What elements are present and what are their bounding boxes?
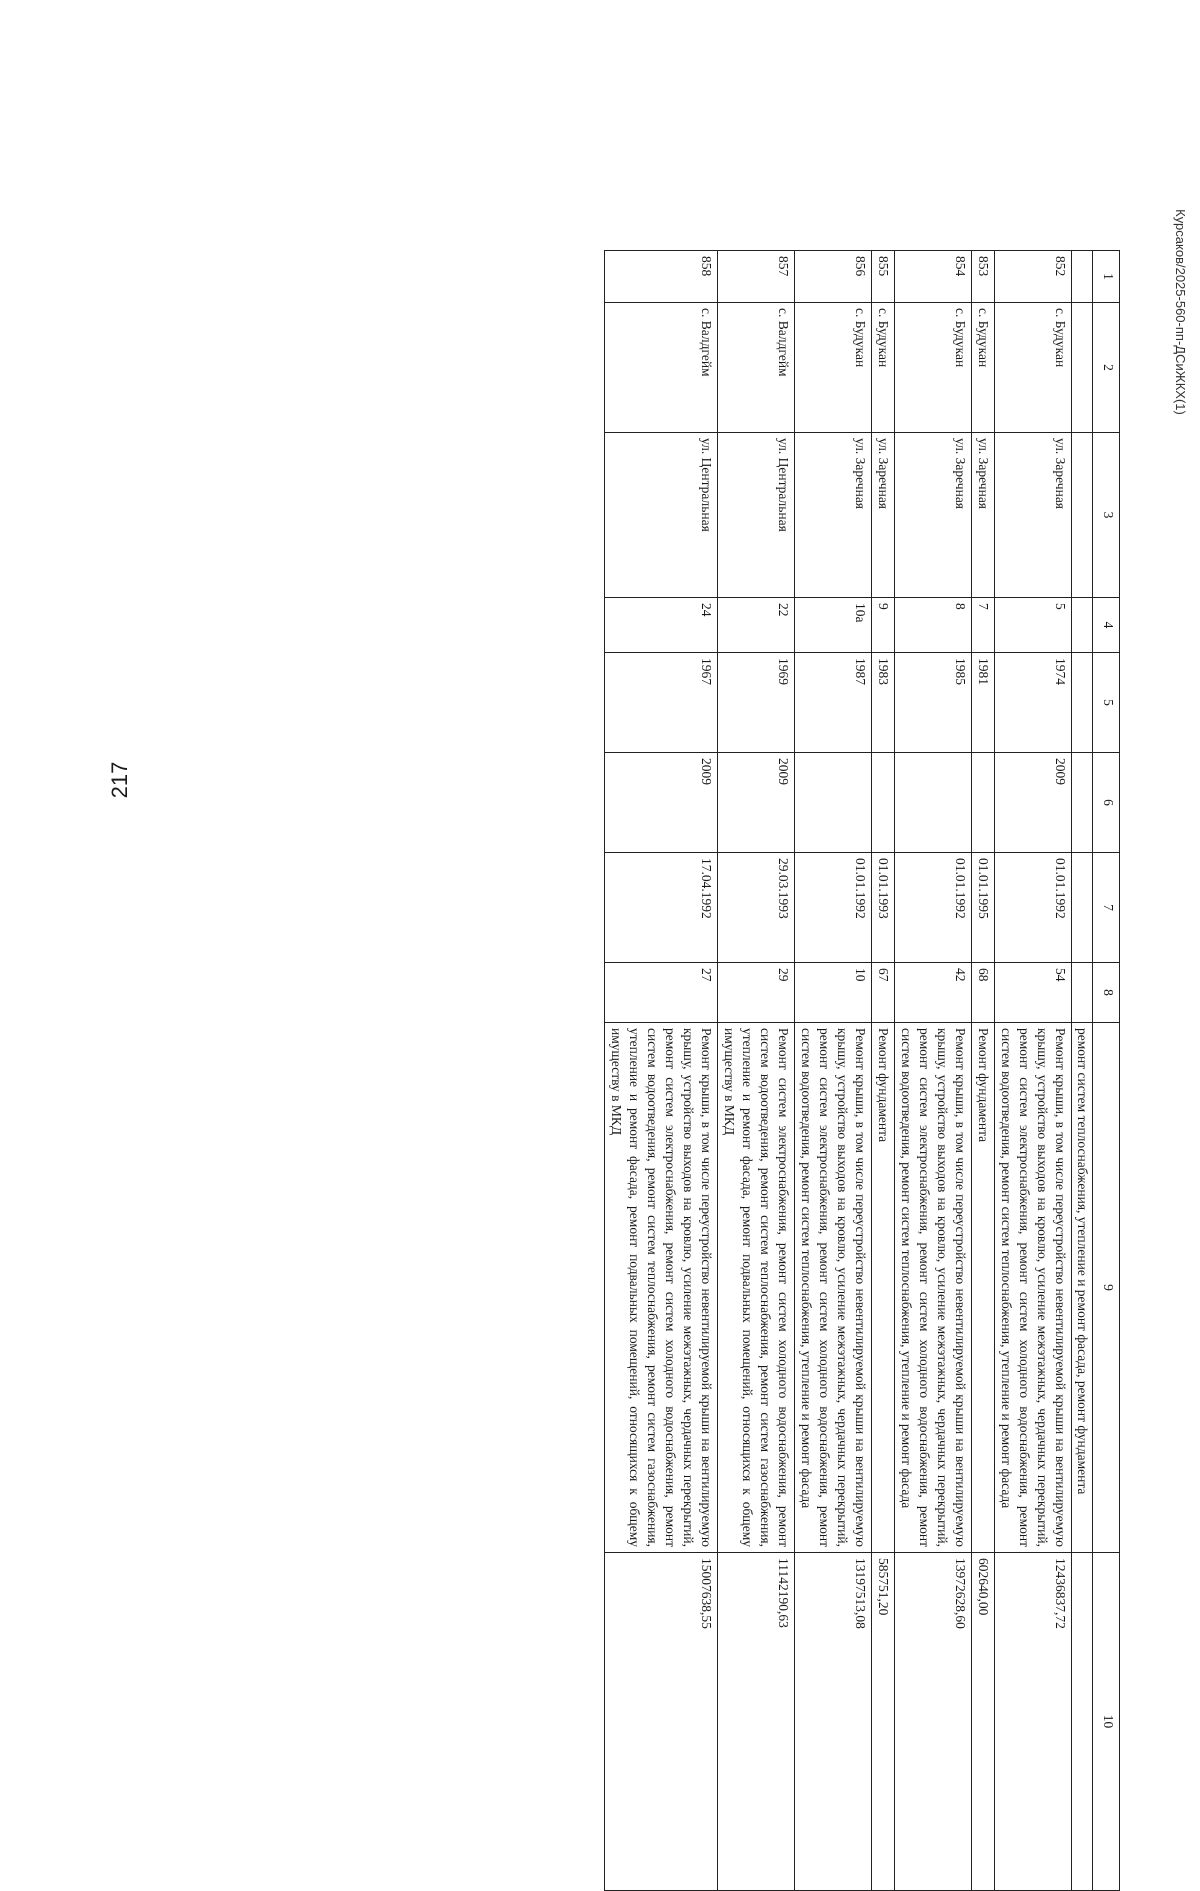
year-built: 1967 bbox=[605, 653, 718, 753]
house-number: 5 bbox=[995, 598, 1072, 653]
cost-value: 13972628,60 bbox=[895, 1553, 972, 1891]
date-value: 01.01.1992 bbox=[795, 853, 872, 963]
year-overhaul bbox=[895, 753, 972, 853]
empty-cell bbox=[1072, 251, 1093, 303]
house-number: 10а bbox=[795, 598, 872, 653]
cost-value: 15007638,55 bbox=[605, 1553, 718, 1891]
table-row bbox=[995, 251, 1072, 1891]
house-number: 9 bbox=[872, 598, 895, 653]
cost-value: 11142190,63 bbox=[718, 1553, 795, 1891]
house-number: 8 bbox=[895, 598, 972, 653]
cost-value: 13197513,08 bbox=[795, 1553, 872, 1891]
street-name: ул. Центральная bbox=[605, 433, 718, 598]
settlement-name: с. Валдгейм bbox=[718, 303, 795, 433]
quantity-value: 54 bbox=[995, 963, 1072, 1023]
street-name: ул. Заречная bbox=[972, 433, 995, 598]
work-description: Ремонт крыши, в том числе переустройство невентилируемой крыши на вентилируемую крышу, устройство выходов на кровлю, усиление межэтажных, чердачных перекрытий, ремонт систем электроснабжения, ремонт систем холодного водоснабжения, ремонт систем водоотведения, ремонт систем теплоснабжения, утепление и ремонт фасада bbox=[995, 1023, 1072, 1553]
empty-cell bbox=[1072, 598, 1093, 653]
repair-table bbox=[604, 250, 1120, 1891]
empty-cell bbox=[1072, 1553, 1093, 1891]
date-value: 29.03.1993 bbox=[718, 853, 795, 963]
cost-value: 602640,00 bbox=[972, 1553, 995, 1891]
table-row bbox=[895, 251, 972, 1891]
year-built: 1985 bbox=[895, 653, 972, 753]
year-overhaul bbox=[872, 753, 895, 853]
quantity-value: 67 bbox=[872, 963, 895, 1023]
house-number: 7 bbox=[972, 598, 995, 653]
row-number: 853 bbox=[972, 251, 995, 303]
header-cell: 3 bbox=[1093, 433, 1120, 598]
settlement-name: с. Будукан bbox=[795, 303, 872, 433]
year-overhaul: 2009 bbox=[605, 753, 718, 853]
empty-cell bbox=[1072, 963, 1093, 1023]
house-number: 22 bbox=[718, 598, 795, 653]
date-value: 17.04.1992 bbox=[605, 853, 718, 963]
header-cell: 1 bbox=[1093, 251, 1120, 303]
table-row bbox=[605, 251, 718, 1891]
settlement-name: с. Валдгейм bbox=[605, 303, 718, 433]
header-cell: 10 bbox=[1093, 1553, 1120, 1891]
work-description: Ремонт фундамента bbox=[972, 1023, 995, 1553]
table-row bbox=[872, 251, 895, 1891]
street-name: ул. Центральная bbox=[718, 433, 795, 598]
table-row bbox=[972, 251, 995, 1891]
header-cell: 7 bbox=[1093, 853, 1120, 963]
document-sheet bbox=[160, 250, 1120, 1890]
year-overhaul: 2009 bbox=[995, 753, 1072, 853]
work-description: Ремонт систем электроснабжения, ремонт систем холодного водоснабжения, ремонт систем водоотведения, ремонт систем теплоснабжения, ремонт систем газоснабжения, утепление и ремонт фасада, ремонт подвальных помещений, относящихся к общему имуществу в МКД bbox=[718, 1023, 795, 1553]
empty-cell bbox=[1072, 653, 1093, 753]
header-cell: 4 bbox=[1093, 598, 1120, 653]
work-description: Ремонт крыши, в том числе переустройство невентилируемой крыши на вентилируемую крышу, устройство выходов на кровлю, усиление межэтажных, чердачных перекрытий, ремонт систем электроснабжения, ремонт систем холодного водоснабжения, ремонт систем водоотведения, ремонт систем теплоснабжения, утепление и ремонт фасада bbox=[795, 1023, 872, 1553]
year-built: 1987 bbox=[795, 653, 872, 753]
settlement-name: с. Будукан bbox=[872, 303, 895, 433]
year-overhaul: 2009 bbox=[718, 753, 795, 853]
year-built: 1974 bbox=[995, 653, 1072, 753]
row-number: 852 bbox=[995, 251, 1072, 303]
work-description: Ремонт фундамента bbox=[872, 1023, 895, 1553]
empty-cell bbox=[1072, 433, 1093, 598]
table-row bbox=[718, 251, 795, 1891]
work-description: Ремонт крыши, в том числе переустройство невентилируемой крыши на вентилируемую крышу, устройство выходов на кровлю, усиление межэтажных, чердачных перекрытий, ремонт систем электроснабжения, ремонт систем холодного водоснабжения, ремонт систем водоотведения, ремонт систем теплоснабжения, ремонт систем газоснабжения, утепление и ремонт фасада, ремонт подвальных помещений, относящихся к общему имуществу в МКД bbox=[605, 1023, 718, 1553]
empty-cell bbox=[1072, 853, 1093, 963]
header-cell: 6 bbox=[1093, 753, 1120, 853]
year-overhaul bbox=[972, 753, 995, 853]
row-number: 856 bbox=[795, 251, 872, 303]
header-cell: 8 bbox=[1093, 963, 1120, 1023]
table-row bbox=[795, 251, 872, 1891]
page-number: 217 bbox=[107, 761, 132, 799]
settlement-name: с. Будукан bbox=[895, 303, 972, 433]
year-built: 1983 bbox=[872, 653, 895, 753]
work-description: Ремонт крыши, в том числе переустройство невентилируемой крыши на вентилируемую крышу, устройство выходов на кровлю, усиление межэтажных, чердачных перекрытий, ремонт систем электроснабжения, ремонт систем холодного водоснабжения, ремонт систем водоотведения, ремонт систем теплоснабжения, утепление и ремонт фасада bbox=[895, 1023, 972, 1553]
year-overhaul bbox=[795, 753, 872, 853]
street-name: ул. Заречная bbox=[872, 433, 895, 598]
cost-value: 585751,20 bbox=[872, 1553, 895, 1891]
row-number: 855 bbox=[872, 251, 895, 303]
quantity-value: 42 bbox=[895, 963, 972, 1023]
header-cell: 9 bbox=[1093, 1023, 1120, 1553]
continuation-row bbox=[1072, 251, 1093, 1891]
header-cell: 2 bbox=[1093, 303, 1120, 433]
settlement-name: с. Будукан bbox=[972, 303, 995, 433]
year-built: 1969 bbox=[718, 653, 795, 753]
quantity-value: 29 bbox=[718, 963, 795, 1023]
header-cell: 5 bbox=[1093, 653, 1120, 753]
year-built: 1981 bbox=[972, 653, 995, 753]
street-name: ул. Заречная bbox=[795, 433, 872, 598]
empty-cell bbox=[1072, 303, 1093, 433]
header-row bbox=[1093, 251, 1120, 1891]
work-description: ремонт систем теплоснабжения, утепление и ремонт фасада, ремонт фундамента bbox=[1072, 1023, 1093, 1553]
empty-cell bbox=[1072, 753, 1093, 853]
row-number: 858 bbox=[605, 251, 718, 303]
settlement-name: с. Будукан bbox=[995, 303, 1072, 433]
street-name: ул. Заречная bbox=[995, 433, 1072, 598]
date-value: 01.01.1995 bbox=[972, 853, 995, 963]
document-code: Курсаков/2025-560-пп-ДСиЖКХ(1) bbox=[1173, 209, 1188, 415]
house-number: 24 bbox=[605, 598, 718, 653]
row-number: 854 bbox=[895, 251, 972, 303]
cost-value: 12436837,72 bbox=[995, 1553, 1072, 1891]
date-value: 01.01.1993 bbox=[872, 853, 895, 963]
quantity-value: 10 bbox=[795, 963, 872, 1023]
date-value: 01.01.1992 bbox=[895, 853, 972, 963]
quantity-value: 27 bbox=[605, 963, 718, 1023]
street-name: ул. Заречная bbox=[895, 433, 972, 598]
date-value: 01.01.1992 bbox=[995, 853, 1072, 963]
row-number: 857 bbox=[718, 251, 795, 303]
quantity-value: 68 bbox=[972, 963, 995, 1023]
